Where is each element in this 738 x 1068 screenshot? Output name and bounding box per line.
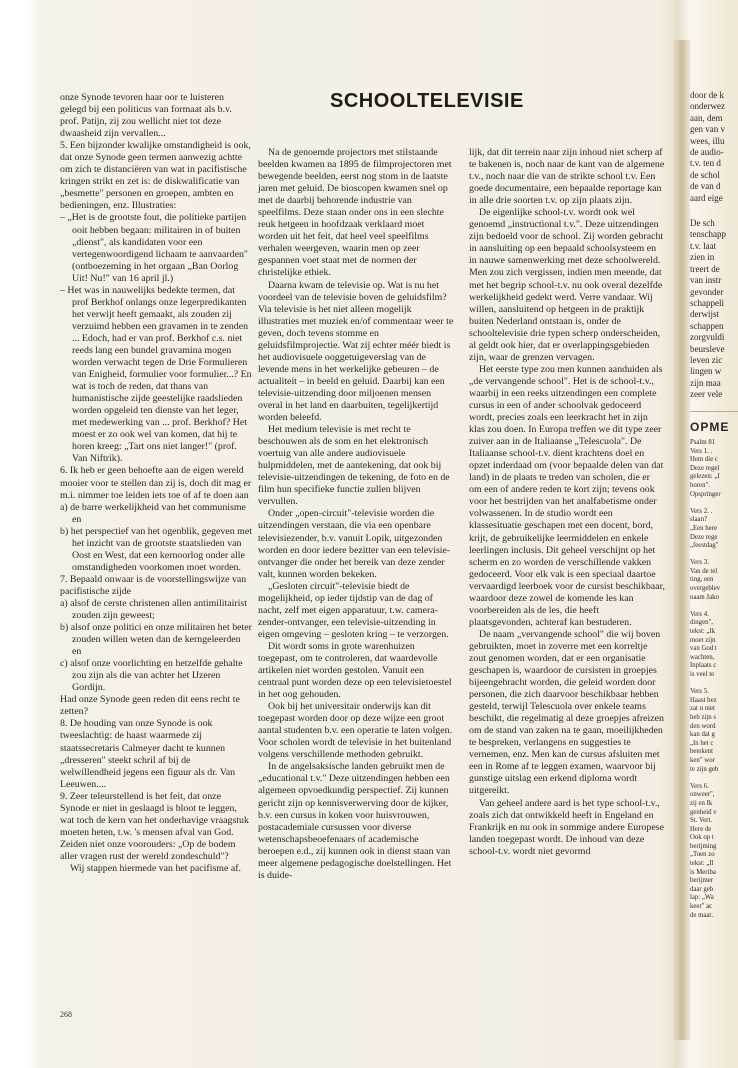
paragraph: „Gesloten circuit"-televisie biedt de mogelijkheid, op ieder tijdstip van de dag of nacht, zelf met eigen apparatuur, t.w. camera-zender-ontvanger, een televisie-uitzending in eigen omgeving – gesloten kring – te verzorgen. bbox=[258, 580, 449, 640]
text-line: de audio- bbox=[690, 147, 724, 158]
text-line: onweer", bbox=[690, 791, 715, 799]
page-number: 268 bbox=[60, 1010, 72, 1019]
text-line: Deze regel bbox=[690, 464, 720, 472]
text-line: onderwez bbox=[690, 101, 725, 112]
text-line: Here de bbox=[690, 825, 712, 833]
paragraph: lijk, dat dit terrein naar zijn inhoud niet scherp af te bakenen is, noch naar de kant van de algemene t.v., noch naar die van de strikte school t.v. Een goede documentaire, een bepaalde reportage kan in alle drie soorten t.v. op zijn plaats zijn. bbox=[469, 147, 665, 207]
text-line: keer" ac bbox=[690, 903, 713, 911]
text-line: ting, een bbox=[690, 576, 714, 584]
list-item: a) de barre werkelijkheid van het communisme en bbox=[60, 501, 246, 525]
text-line: dingen", bbox=[690, 619, 713, 627]
text-line: lap: „Wa bbox=[690, 894, 714, 902]
text-line bbox=[690, 774, 738, 783]
text-line: berijmer bbox=[690, 877, 714, 885]
article-title: SCHOOLTELEVISIE bbox=[330, 90, 524, 112]
list-item: – Het was in nauwelijks bedekte termen, dat prof Berkhof onlangs onze legerpredikanten het verwijt heeft gemaakt, als zouden zij verzuimd hebben een gravamen in te zenden ... Edoch, had er van prof. Berkhof c.s. niet reeds lang een bundel gravamina mogen worden verwacht tegen de Drie Formulieren van Enigheid, formulier voor formulier...? En wat is toch de reden, dat thans van humanistische zijde geestelijke raadslieden worden opgeleid ten dienste van het leger, met medewerking van ... prof. Berkhof? Het moest er zo ook wel van komen, dat hij te horen kreeg: „Tart ons niet langer!" (prof. Van Niftrik). bbox=[60, 284, 252, 465]
text-line: zeer vele bbox=[690, 389, 723, 400]
text-line bbox=[690, 602, 738, 611]
text-line: gevonder bbox=[690, 286, 724, 297]
text-line: horen". bbox=[690, 481, 710, 489]
text-line: aan, dem bbox=[690, 112, 723, 123]
text-line: slaan? bbox=[690, 516, 707, 524]
text-line: Vers 5. bbox=[690, 688, 709, 696]
text-line: Van de tel bbox=[690, 567, 718, 575]
text-line: wees, illu bbox=[690, 135, 725, 146]
list-item: – „Het is de grootste fout, die politieke partijen ooit hebben begaan: militairen in of buiten „dienst", als kandidaten voor een vertegenwoordigend lichaam te aanvaarden" (ontboezeming in het orgaan „Ban Oorlog Uit! Nu!" van 16 april jl.) bbox=[60, 212, 248, 284]
text-line: Vers 1. . bbox=[690, 447, 713, 455]
paragraph: De naam „vervangende school" die wij boven gebruikten, moet in zoverre met een korreltje zout genomen worden, dat er een organisatie geschapen is, waardoor de cursisten in groepjes bijeengebracht worden, die geleid worden door personen, die zich daarvoor beschikbaar hebben gesteld, terwijl Telescuola over enkele teams beschikt, die regelmatig al deze groepjes afreizen om de stand van zaken na te gaan, moeilijkheden te bespreken, verlangens en suggesties te vernemen, enz. Men kan de cursus afsluiten met een in Rome af te leggen examen, waarvoor bij gunstige uitslag een erkend diploma wordt uitgereikt. bbox=[469, 628, 664, 797]
paragraph: Na de genoemde projectors met stilstaande beelden kwamen na 1895 de filmprojectoren met bewegende beelden, eerst nog stom in de laatste jaren met geluid. De bioscopen kwamen snel op met de daarbij behorende industrie van speelfilms. Deze staan onder ons in een slechte reuk hetgeen in hoofdzaak verklaard moet worden uit het feit, dat heel veel speelfilms verhalen weergeven, waarin men op zeer gespannen voet staat met de normen der christelijke ethiek. bbox=[258, 147, 452, 279]
paragraph: Het medium televisie is met recht te beschouwen als de som en het elektronisch voertuig van alle andere audiovisuele hulpmiddelen, met de aantekening, dat ook bij televisie-uitzendingen de tekening, de foto en de film hun specifieke functie zullen blijven vervullen. bbox=[258, 424, 450, 508]
text-line: de maat. bbox=[690, 911, 714, 919]
text-line: schappeli bbox=[690, 297, 724, 308]
text-line: zien in bbox=[690, 252, 715, 263]
text-line bbox=[690, 680, 738, 689]
text-line: „Toen zo bbox=[690, 851, 715, 859]
text-line: de schol bbox=[690, 169, 720, 180]
paragraph: In de angelsaksische landen gebruikt men de „educational t.v." Deze uitzendingen hebben een algemeen opvoedkundig perspectief. Zij kunnen gericht zijn op kennisverwerving door de kijker, b.v. een cursus in koken voor huisvrouwen, postacademiale cursussen voor diverse wetenschapsbeoefenaars of academische beroepen e.d., zij kunnen ook in dienst staan van meer algemene pedagogische doelstellingen. Het is duide- bbox=[258, 761, 452, 881]
text-line: zat u niet bbox=[690, 705, 715, 713]
text-line: Hem die c bbox=[690, 456, 718, 464]
list-item: b) het perspectief van het ogenblik, gegeven met het inzicht van de grootste staatslieden van Oost en West, dat een kernoorlog onder alle omstandigheden voorkomen moet worden. bbox=[60, 525, 252, 573]
text-line: van instr bbox=[690, 275, 722, 286]
text-line: „In het c bbox=[690, 739, 714, 747]
text-line: tenschapp bbox=[690, 229, 726, 240]
text-line: van God t bbox=[690, 645, 717, 653]
text-line: is veel te bbox=[690, 671, 715, 678]
text-line: Vers 3. bbox=[690, 559, 709, 567]
list-item: a) alsof de cerste christenen allen antimilitairist zouden zijn geweest; bbox=[60, 597, 248, 622]
text-line: ken" wor bbox=[690, 756, 715, 764]
paragraph: 6. Ik heb er geen behoefte aan de eigen wereld mooier voor te stellen dan zij is, doch dit mag er m.i. nimmer toe leiden iets toe of af te doen aan bbox=[60, 465, 252, 501]
text-line: betekent bbox=[690, 748, 714, 756]
divider bbox=[690, 411, 738, 412]
text-line: is Meriba bbox=[690, 868, 716, 876]
list-item: c) alsof onze voorlichting en hetzelfde gehalte zou zijn als die van achter het IJzeren Gordijn. bbox=[60, 658, 243, 694]
text-line: t.v. laat bbox=[690, 240, 717, 251]
paragraph: 7. Bepaald onwaar is de voorstellingswijze van pacifistische zijde bbox=[60, 573, 247, 597]
text-line: naam Jako bbox=[690, 593, 719, 601]
text-line bbox=[690, 499, 738, 508]
text-line: „feestdag" bbox=[690, 542, 719, 550]
text-line: te zijn geb bbox=[690, 765, 719, 773]
paragraph: Van geheel andere aard is het type school-t.v., zoals zich dat ontwikkeld heeft in Engeland en Frankrijk en nu ook in sommige andere Europese landen toegepast wordt. De inhoud van deze school-t.v. wordt niet gevormd bbox=[469, 797, 664, 857]
text-line: heb zijn s bbox=[690, 713, 717, 721]
paragraph: onze Synode tevoren haar oor te luisteren gelegd bij een politicus van formaat als b.v. prof. Patijn, zij zou wellicht niet tot deze dwaasheid zijn vervallen... bbox=[60, 92, 232, 140]
text-line: Haast bez bbox=[690, 696, 717, 704]
text-line: De sch bbox=[690, 218, 715, 229]
text-line: schappen bbox=[690, 320, 724, 331]
text-line: Vers 2. . bbox=[690, 507, 713, 515]
text-line: wachten, bbox=[690, 653, 715, 661]
paragraph: 9. Zeer teleurstellend is het feit, dat onze Synode er niet in geslaagd is bloot te leggen, wat toch de kern van het onderhavige vraagstuk moeten heten, t.w. 's mensen afval van God. Zeiden niet onze voorouders: „Op de bodem aller vragen rust der wereld zondeschuld"? bbox=[60, 790, 249, 862]
text-line: leven zic bbox=[690, 354, 723, 365]
text-line: St. Vert. bbox=[690, 817, 712, 825]
text-line: overgeblev bbox=[690, 585, 721, 593]
text-line: de van d bbox=[690, 181, 721, 192]
column-right bbox=[469, 147, 665, 858]
text-line: lingen w bbox=[690, 366, 722, 377]
paragraph: Ook bij het universitair onderwijs kan dit toegepast worden door op deze wijze een groot aantal studenten b.v. een operatie te laten volgen. Voor scholen wordt de televisie in het buitenland volgens verschillende methoden gebruikt. bbox=[258, 701, 453, 761]
section-heading: OPME bbox=[690, 419, 730, 434]
text-line: den word bbox=[690, 722, 716, 730]
text-line: beursleve bbox=[690, 343, 725, 354]
paragraph: 5. Een bijzonder kwalijke omstandigheid is ook, dat onze Synode geen termen aanwezig achtte om zich te distanciëren van wat in pacifistische kringen strikt en zet is: de diskwalificatie van „besmette" personen en groepen, ambten en bedieningen, enz. Illustraties: bbox=[60, 140, 251, 212]
text-line bbox=[690, 551, 738, 560]
text-line: Psalm 81 bbox=[690, 438, 716, 446]
text-line: kan dat g bbox=[690, 731, 715, 739]
facing-page-top-text bbox=[690, 90, 738, 204]
text-line: t.v. ten d bbox=[690, 158, 721, 169]
text-line: door de k bbox=[690, 90, 724, 100]
facing-page-notes bbox=[690, 439, 738, 920]
text-line: zij en Ik bbox=[690, 799, 713, 807]
text-line: treert de bbox=[690, 263, 720, 274]
paragraph: Wij stappen hiermede van het pacifisme af. bbox=[70, 863, 241, 874]
text-line: berijming bbox=[690, 842, 717, 850]
text-line: tekst: „Il bbox=[690, 860, 714, 868]
paragraph: Het eerste type zou men kunnen aanduiden als „de vervangende school". Het is de school-t.v., waarbij in een reeks uitzendingen een complete cursus in een of ander schoolvak gedoceerd wordt, precies zoals een leerkracht het in zijn klas zou doen. In Europa treffen we dit type zeer zuiver aan in de Italiaanse „Telescuola". De Italiaanse school-t.v. dient krachtens doel en opzet inderdaad om (voor bepaalde delen van dat land) in de plaats te treden van scholen, die er om een of andere reden te kort zijn; tevens ook voor het bestrijden van het analfabetisme onder volwassenen. In de studio wordt een klassesituatie geschapen met een docent, bord, krijt, de gebruikelijke leermiddelen en enkele leerlingen inclusis. Dit geheel verschijnt op het scherm en zo worden de verschillende vakken gedoceerd. Voor elk vak is een speciaal daartoe vervaardigd leerboek voor de cursist beschikbaar, waardoor deze zowel de komende les kan voorbereiden als de les, die heeft plaatsgevonden, achteraf kan bestuderen. bbox=[469, 363, 665, 628]
text-line: Opspringer bbox=[690, 490, 721, 498]
text-line: Vers 6. bbox=[690, 782, 709, 790]
column-left bbox=[60, 92, 252, 875]
paragraph: Dit wordt soms in grote warenhuizen toegepast, om te controleren, dat waardevolle artikelen niet worden gestolen. Vanuit een centraal punt worden deze op een televisietoestel in het oog gehouden. bbox=[258, 640, 452, 701]
text-line: aard eige bbox=[690, 192, 723, 203]
text-line: Vers 4. bbox=[690, 610, 709, 618]
paragraph: Had onze Synode geen reden dit eens recht te zetten? bbox=[60, 694, 240, 718]
text-line: moet zijn bbox=[690, 636, 716, 644]
text-line: tekst: „Ik bbox=[690, 628, 716, 636]
text-line: zijn maa bbox=[690, 377, 721, 388]
text-line: „Een here bbox=[690, 524, 717, 532]
text-line: Inplaats c bbox=[690, 662, 717, 670]
paragraph: Daarna kwam de televisie op. Wat is nu het voordeel van de televisie boven de geluidsfilm? Via televisie is het niet alleen mogelijk illustraties met muziek en/of commentaar weer te geven, doch tevens stomme en geluidsfilmprojectie. Wat zij echter méér biedt is het audiovisuele ooggetuigeverslag van de levende mens in het werkelijke gebeuren – de actualiteit – in beeld en geluid. Daarbij kan een televisie-uitzending door miljoenen mensen overal in het land en daarbuiten, tegelijkertijd worden beleefd. bbox=[258, 279, 454, 424]
text-line: derwijst bbox=[690, 309, 719, 320]
paragraph: Onder „open-circuit"-televisie worden die uitzendingen verstaan, die via een openbare televisiezender, b.v. vanuit Lopik, uitgezonden worden en door iedere bezitter van een televisie-ontvanger die onder het bereik van deze zender valt, kunnen worden bekeken. bbox=[258, 508, 451, 580]
paragraph: 8. De houding van onze Synode is ook tweeslachtig: de haast waarmede zij staatssecretaris Calmeyer dacht te kunnen „dresseren" steekt schril af bij de welwillendheid jegens een figuur als dr. Van Leeuwen.... bbox=[60, 718, 236, 790]
text-line: gelezen: „I bbox=[690, 473, 720, 481]
list-item: b) alsof onze politici en onze militairen het beter zouden willen weten dan de kerngeleerden en bbox=[60, 622, 252, 658]
text-line: Deze rege bbox=[690, 533, 718, 541]
facing-page-mid-text bbox=[690, 218, 738, 401]
text-line: gen van v bbox=[690, 124, 725, 135]
text-line: Ook op t bbox=[690, 834, 714, 842]
column-middle bbox=[258, 147, 454, 882]
facing-page-column bbox=[690, 90, 738, 920]
text-line: daar geb bbox=[690, 885, 714, 893]
text-line: zorgvuldi bbox=[690, 332, 725, 343]
paragraph: De eigenlijke school-t.v. wordt ook wel genoemd „instructional t.v.". Deze uitzendingen zijn bedoeld voor de school. Zij worden gebracht in aansluiting op een bepaald schoolsysteem en in nauwe samenwerking met deze schoolwereld. Men zou zich vergissen, indien men meende, dat met het begrip school-t.v. nu ook overal dezelfde werkelijkheid gedekt werd. Verre vandaar. Wij willen, aansluitend op hetgeen in de praktijk buiten Nederland ontstaan is, onder de schooltelevisie drie typen scherp onderscheiden, al geldt ook hier, dat er overlappingsgebieden zijn, waar de grenzen vervagen. bbox=[469, 207, 664, 363]
page-gutter bbox=[674, 40, 690, 1040]
text-line: genheid v bbox=[690, 808, 717, 816]
